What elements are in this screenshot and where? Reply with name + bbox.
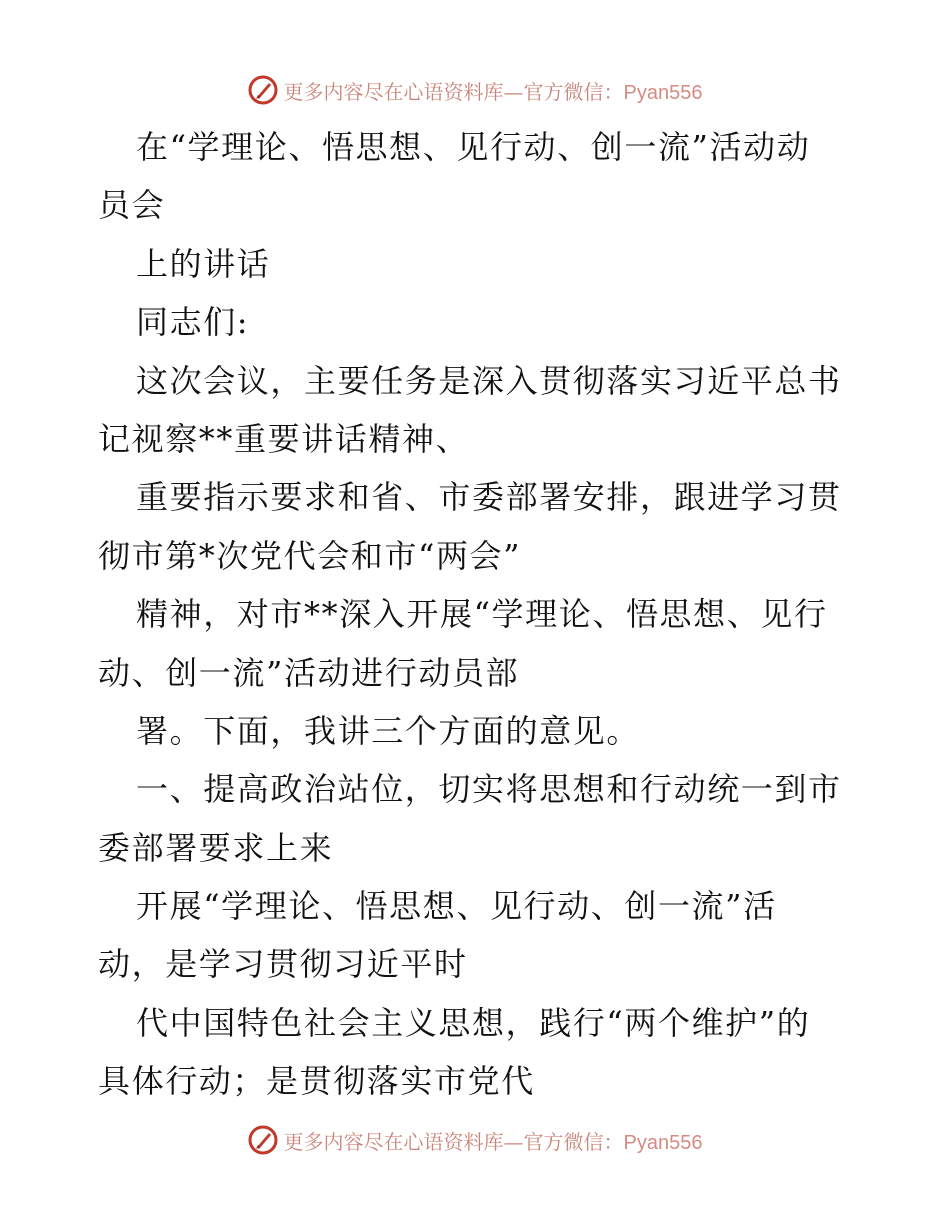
text-line: 精神，对市**深入开展“学理论、悟思想、见行 [136,595,828,634]
header-watermark [0,70,950,110]
quill-logo-icon [248,75,278,105]
text-line: 同志们: [136,303,250,342]
text-line: 员会 [98,186,166,225]
text-line: 重要指示要求和省、市委部署安排，跟进学习贯 [136,478,842,517]
text-line: 委部署要求上来 [98,828,334,867]
text-line: 一、提高政治站位，切实将思想和行动统一到市 [136,770,842,809]
watermark-text: 更多内容尽在心语资料库—官方微信：Pyan556 [283,1129,703,1154]
text-line: 动、创一流”活动进行动员部 [98,653,520,692]
text-line: 记视察**重要讲话精神、 [98,419,470,458]
document-body [98,118,858,1111]
text-line: 上的讲话 [136,244,271,283]
watermark-text: 更多内容尽在心语资料库—官方微信：Pyan556 [283,79,703,104]
text-line: 动，是学习贯彻习近平时 [98,945,468,984]
footer-watermark [0,1120,950,1160]
text-line: 署。下面，我讲三个方面的意见。 [136,711,641,750]
text-line: 彻市第*次党代会和市“两会” [98,536,522,575]
text-line: 这次会议，主要任务是深入贯彻落实习近平总书 [136,361,842,400]
text-line: 具体行动；是贯彻落实市党代 [98,1062,535,1101]
text-line: 在“学理论、悟思想、见行动、创一流”活动动 [136,128,811,166]
text-line: 代中国特色社会主义思想，践行“两个维护”的 [136,1003,811,1042]
text-line: 开展“学理论、悟思想、见行动、创一流”活 [136,887,777,926]
quill-logo-icon [248,1125,278,1155]
